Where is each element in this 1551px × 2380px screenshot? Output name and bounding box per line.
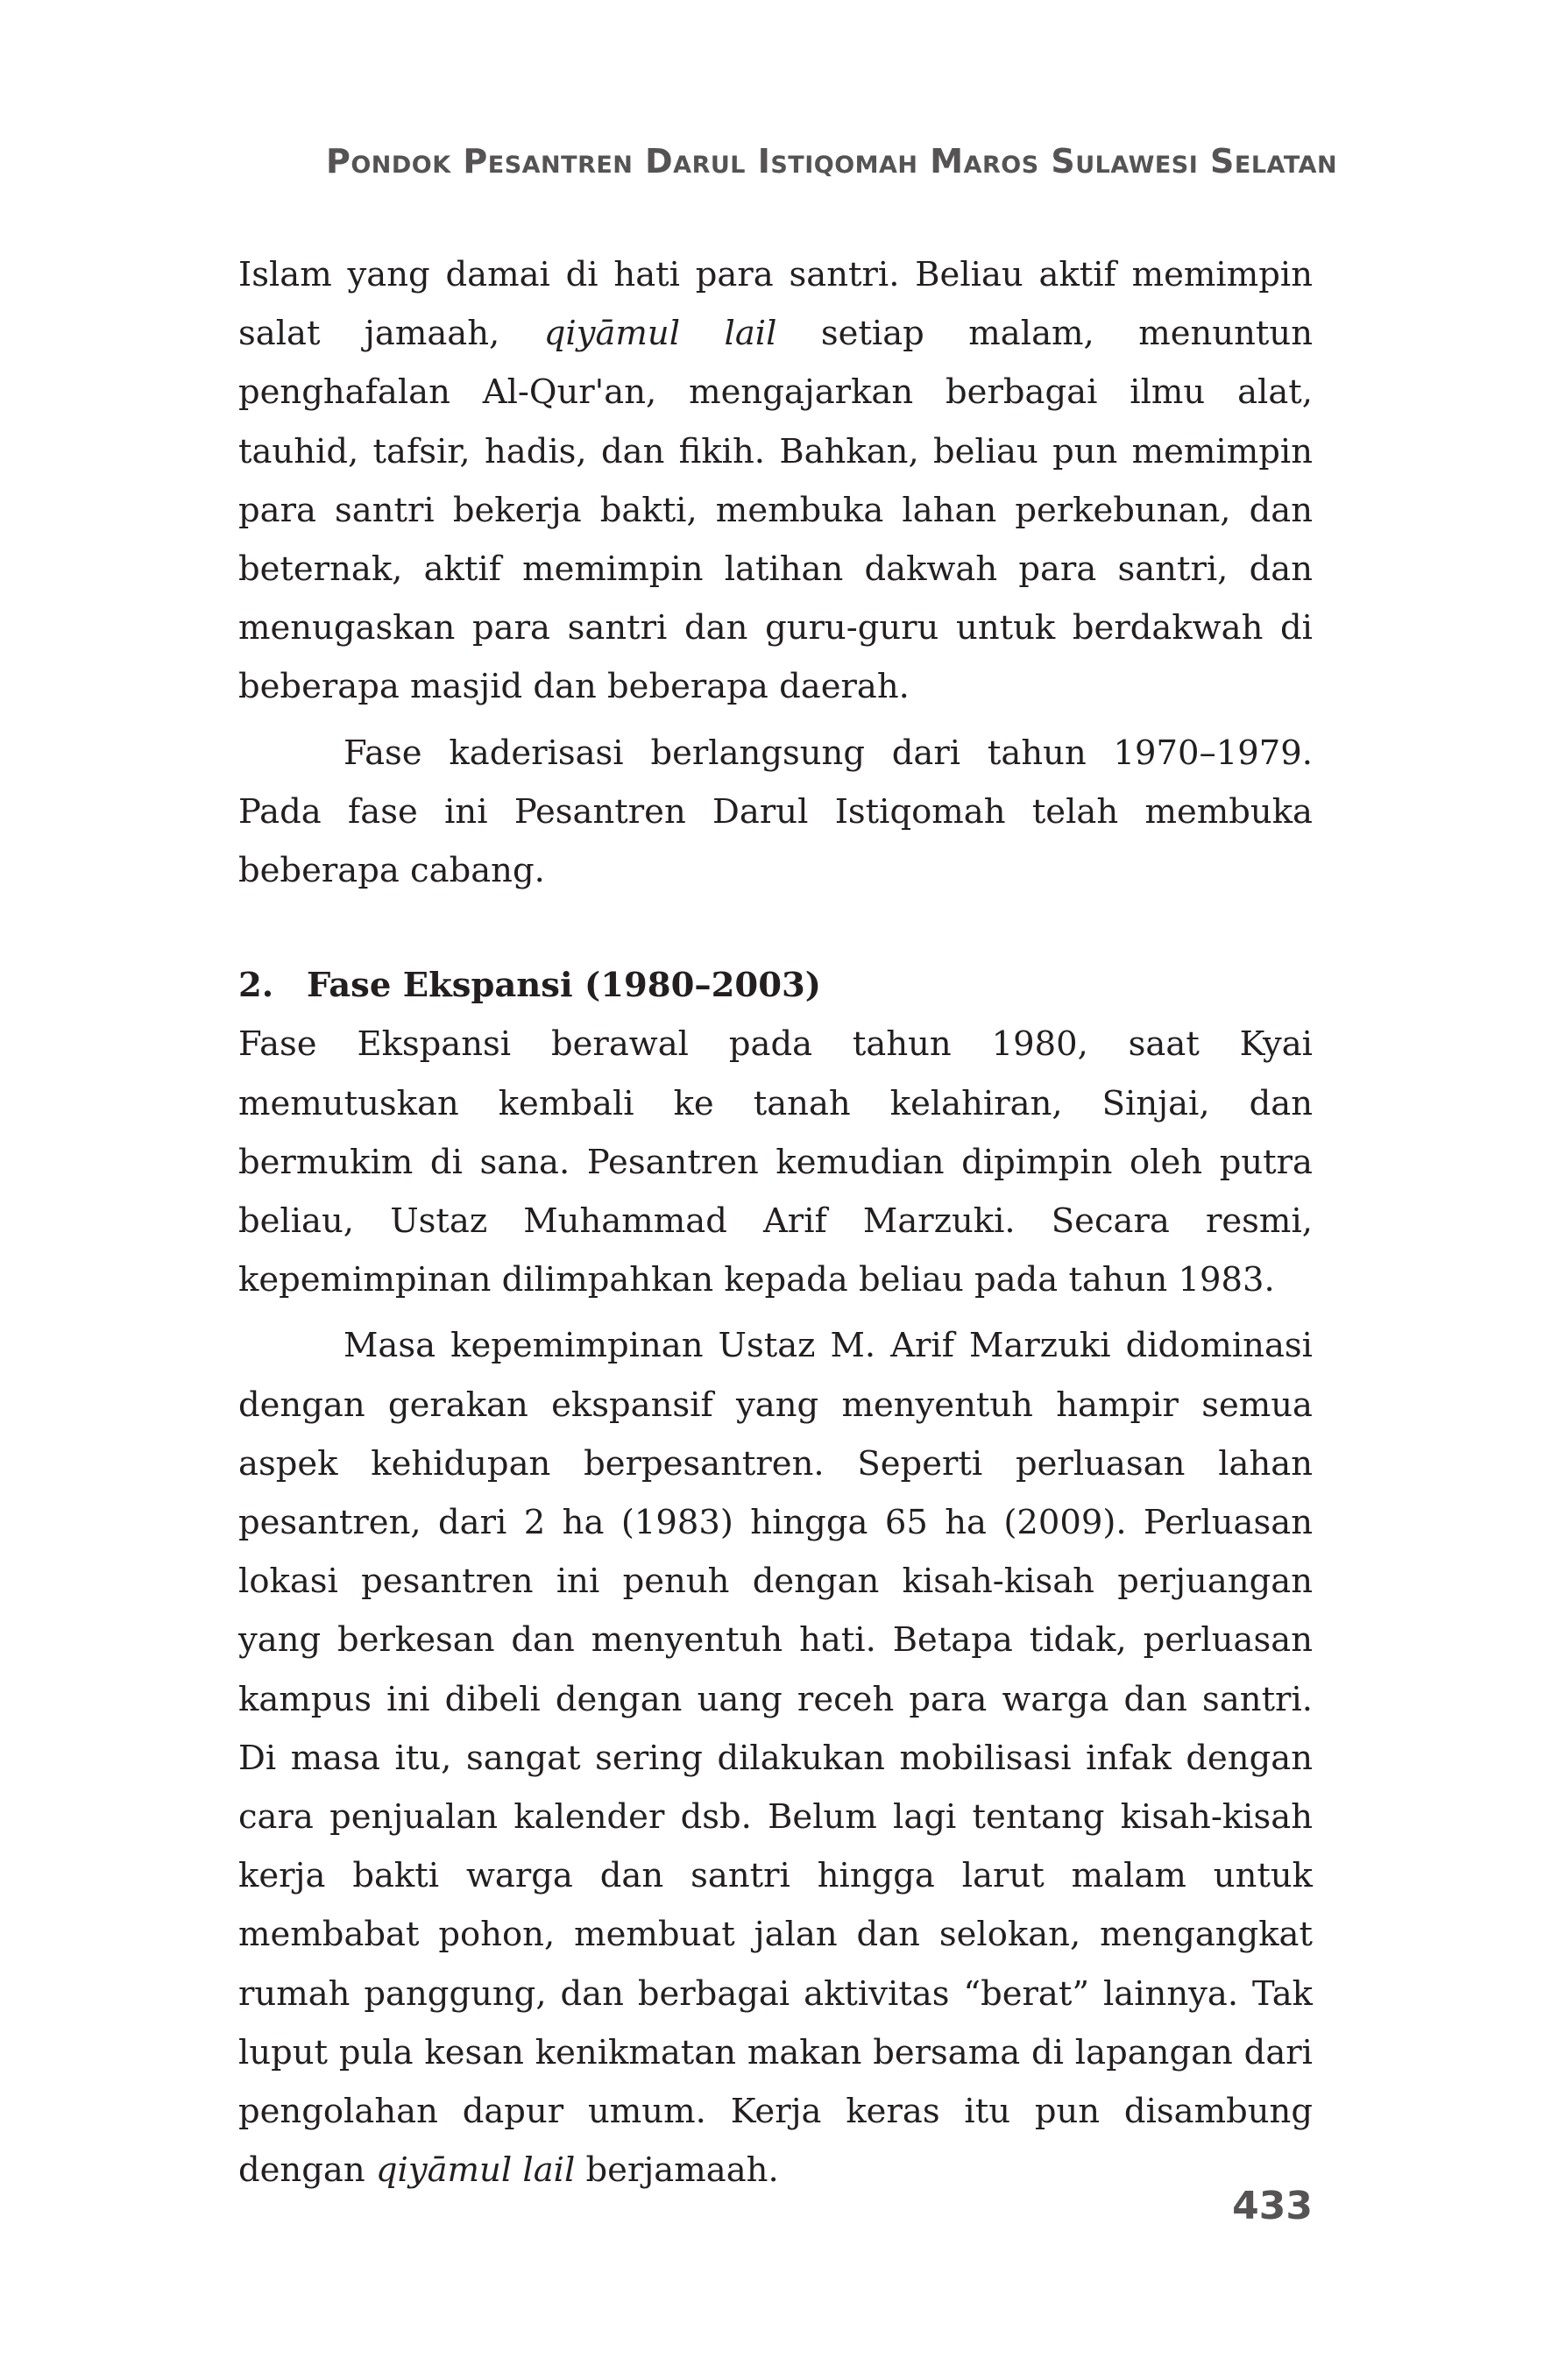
running-header: Pondok Pesantren Darul Istiqomah Maros Sulawesi Selatan — [326, 142, 1338, 181]
paragraph-2: Fase kaderisasi berlangsung dari tahun 1970–1979. Pada fase ini Pesantren Darul Istiqomah telah membuka beberapa cabang. — [238, 733, 1313, 891]
paragraph-1: Islam yang damai di hati para santri. Beliau aktif memimpin salat jamaah, qiyāmul lail setiap malam, menuntun penghafalan Al-Qur'an, mengajarkan berbagai ilmu alat, tauhid, tafsir, hadis, dan fikih. Bahkan, beliau pun memimpin para santri bekerja bakti, membuka lahan perkebunan, dan beternak, aktif memimpin latihan dakwah para santri, dan menugaskan para santri dan guru-guru untuk berdakwah di beberapa masjid dan beberapa daerah. — [238, 255, 1313, 707]
body-text — [238, 245, 1313, 2200]
italic-term: qiyāmul lail — [543, 314, 777, 354]
section-title: Fase Ekspansi (1980–2003) — [307, 966, 821, 1006]
page-number: 433 — [1232, 2184, 1313, 2228]
paragraph-3: Fase Ekspansi berawal pada tahun 1980, saat Kyai memutuskan kembali ke tanah kelahiran, Sinjai, dan bermukim di sana. Pesantren kemudian dipimpin oleh putra beliau, Ustaz Muhammad Arif Marzuki. Secara resmi, kepemimpinan dilimpahkan kepada beliau pada tahun 1983. — [238, 1024, 1313, 1300]
section-heading — [238, 956, 1313, 1015]
paragraph-4: Masa kepemimpinan Ustaz M. Arif Marzuki didominasi dengan gerakan ekspansif yang menyentuh hampir semua aspek kehidupan berpesantren. Seperti perluasan lahan pesantren, dari 2 ha (1983) hingga 65 ha (2009). Perluasan lokasi pesantren ini penuh dengan kisah-kisah perjuangan yang berkesan dan menyentuh hati. Betapa tidak, perluasan kampus ini dibeli dengan uang receh para warga dan santri. Di masa itu, sangat sering dilakukan mobilisasi infak dengan cara penjualan kalender dsb. Belum lagi tentang kisah-kisah kerja bakti warga dan santri hingga larut malam untuk membabat pohon, membuat jalan dan selokan, mengangkat rumah panggung, dan berbagai aktivitas “berat” lainnya. Tak luput pula kesan kenikmatan makan bersama di lapangan dari pengolahan dapur umum. Kerja keras itu pun disambung dengan qiyāmul lail berjamaah. — [238, 1326, 1313, 2191]
italic-term: qiyāmul lail — [375, 2150, 576, 2191]
section-number: 2. — [238, 966, 274, 1006]
